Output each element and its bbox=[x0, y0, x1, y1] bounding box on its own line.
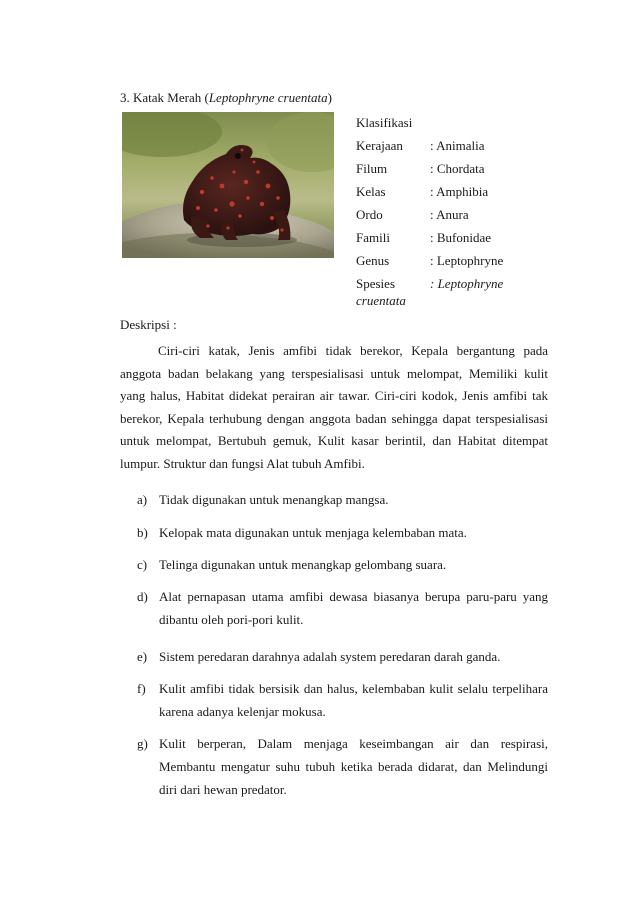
classification-value: : Leptophryne bbox=[430, 276, 504, 291]
list-item bbox=[137, 553, 548, 576]
list-marker: b) bbox=[137, 525, 148, 540]
description-label: Deskripsi : bbox=[120, 317, 177, 332]
classification-key: Genus bbox=[356, 253, 390, 268]
description-paragraph bbox=[120, 340, 548, 475]
classification-value: : Leptophryne bbox=[430, 253, 504, 268]
section-heading bbox=[120, 90, 332, 106]
list-marker: d) bbox=[137, 589, 148, 604]
heading-latin-name: Leptophryne cruentata bbox=[208, 90, 328, 105]
classification-title: Klasifikasi bbox=[356, 115, 413, 130]
red-frog-photo bbox=[122, 112, 334, 258]
classification-key: Famili bbox=[356, 230, 390, 245]
frog-image bbox=[122, 112, 334, 258]
list-text: Kulit berperan, Dalam menjaga keseimbangan air dan respirasi, Membantu mengatur suhu tubuh ketika berada didarat, dan Melindungi diri dari hewan predator. bbox=[159, 736, 548, 797]
list-item bbox=[137, 585, 548, 631]
list-marker: a) bbox=[137, 492, 148, 507]
classification-value: : Bufonidae bbox=[430, 230, 492, 245]
species-name-continuation: cruentata bbox=[356, 293, 406, 308]
classification-key: Filum bbox=[356, 161, 388, 176]
classification-key: Ordo bbox=[356, 207, 383, 222]
list-item bbox=[137, 521, 548, 544]
description-text: Ciri-ciri katak, Jenis amfibi tidak berekor, Kepala bergantung pada anggota badan belakang yang terspesialisasi untuk melompat, Memiliki kulit yang halus, Habitat didekat perairan air tawar. Ciri-ciri kodok, Jenis amfibi tak berekor, Kepala terhubung dengan anggota badan sehingga dapat terspesialisasi untuk melompat, Bertubuh gemuk, Kulit kasar berintil, dan Habitat ditempat lumpur. Struktur dan fungsi Alat tubuh Amfibi. bbox=[120, 343, 548, 471]
classification-value: : Animalia bbox=[430, 138, 485, 153]
classification-key: Spesies bbox=[356, 276, 395, 291]
list-marker: c) bbox=[137, 557, 148, 572]
list-item bbox=[137, 677, 548, 723]
list-text: Telinga digunakan untuk menangkap gelombang suara. bbox=[159, 557, 447, 572]
list-item bbox=[137, 645, 548, 668]
list-text: Alat pernapasan utama amfibi dewasa biasanya berupa paru-paru yang dibantu oleh pori-pori kulit. bbox=[159, 589, 548, 627]
classification-key: Kelas bbox=[356, 184, 386, 199]
list-text: Kulit amfibi tidak bersisik dan halus, kelembaban kulit selalu terpelihara karena adanya kelenjar mokusa. bbox=[159, 681, 548, 719]
list-marker: f) bbox=[137, 681, 146, 696]
list-marker: e) bbox=[137, 649, 148, 664]
list-marker: g) bbox=[137, 736, 148, 751]
list-text: Tidak digunakan untuk menangkap mangsa. bbox=[159, 492, 389, 507]
heading-suffix: ) bbox=[327, 90, 332, 105]
list-text: Sistem peredaran darahnya adalah system peredaran darah ganda. bbox=[159, 649, 501, 664]
classification-value: : Chordata bbox=[430, 161, 485, 176]
classification-value: : Amphibia bbox=[430, 184, 489, 199]
list-text: Kelopak mata digunakan untuk menjaga kelembaban mata. bbox=[159, 525, 467, 540]
list-item bbox=[137, 488, 548, 511]
heading-prefix: 3. Katak Merah ( bbox=[120, 90, 209, 105]
list-item bbox=[137, 732, 548, 801]
classification-key: Kerajaan bbox=[356, 138, 403, 153]
classification-value: : Anura bbox=[430, 207, 469, 222]
